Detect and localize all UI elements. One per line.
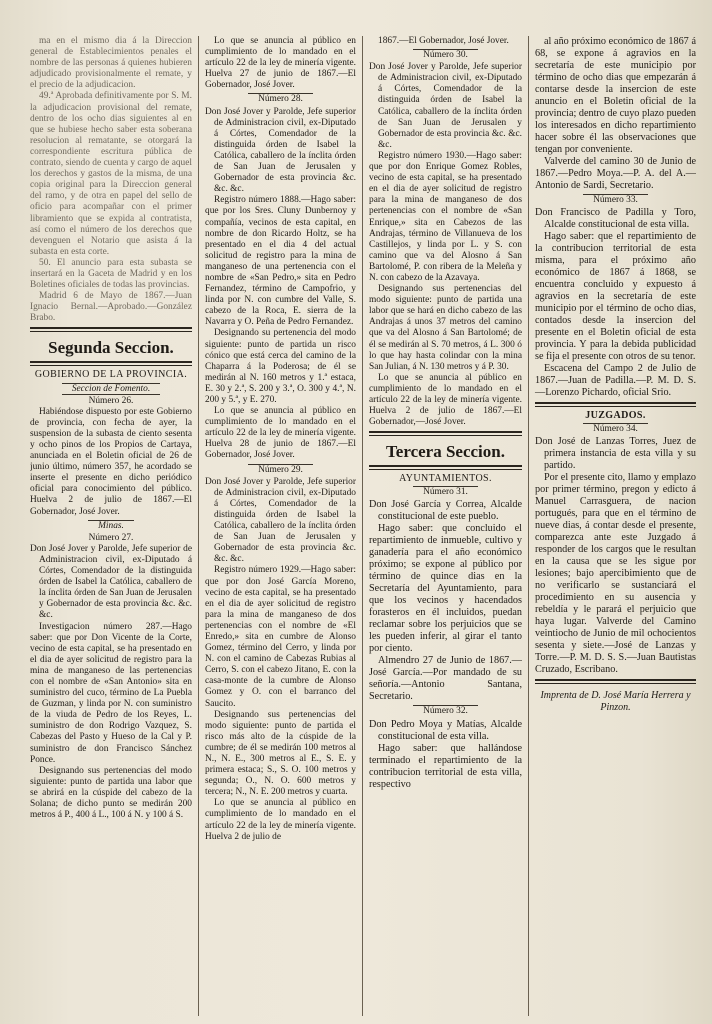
subsection-heading xyxy=(30,521,192,532)
notice-text: Lo que se anuncia al público en cumplimiento de lo mandado en el artículo 22 de la ley de minería vigente. Huelva 2 de julio de xyxy=(205,798,356,842)
ayuntamientos-heading: AYUNTAMIENTOS. xyxy=(399,473,492,485)
section-title: Segunda Seccion. xyxy=(48,338,174,358)
notice-text: Registro número 1929.—Hago saber: que por don José García Moreno, vecino de esta capital, se ha presentado en el dia de ayer solicitud de registro para la mina de manganeso de dos pertenencias con el nombre de «El Enredo,» sita en cumbre de Alonso Gomez, término del Cerro, y linda por N. con el camino de Cabezas Rubias al Cerro, S. con el cabezo Jitano, E. con la casa-monte de la cumbre de Alonso Gomez y O. con el barranco del Saucito. xyxy=(205,565,356,709)
notice-number: Número 27. xyxy=(88,532,134,543)
notice-text: Registro número 1888.—Hago saber: que por los Sres. Cluny Dunbernoy y compañía, vecinos de esta capital, en nombre de don Ricardo Holtz, se ha presentado en el dia 4 del actual solicitud de registro para la mina de manganeso de una pertenencia con el nombre de «San Pedro,» sita en Pedro Fernandez, término de Campofrio, y linda por N. con cumbre del Valle, S. cabezo de la Roca, E. sierra de la Navarra y O. Peña de Pedro Fernandez. xyxy=(205,195,356,328)
notice-text: 1867.—El Gobernador, José Jover. xyxy=(378,36,509,46)
text-block: 49.ª Aprobada definitivamente por S. M. la adjudicacion provisional del remate, dentro de los ocho dias siguientes al en que se hubiese hecho saber esta soberana resolucion al rematante, se otorgará la correspondiente escritura pública de contrato, siendo de cuenta y cargo de aquel los derechos y gastos de la misma, de una copia original para la Direccion general del ramo, y de otra en papel del sello de oficio para acompañar con el primer libramiento que se expida al contratista, así como el número de los derechos que devenguen el Notario que asista á la subasta en esta corte. xyxy=(30,91,192,257)
printer-imprint: Imprenta de D. José María Herrera y Pinzon. xyxy=(540,690,691,714)
num29: Número 29. xyxy=(248,464,313,475)
notice-text: Lo que se anuncia al público en cumplimiento de lo mandado en el artículo 22 de la ley de minería vigente. Huelva 2 de julio de 1867.—El Gobernador,—José Jover. xyxy=(369,372,522,428)
subsection-heading xyxy=(30,384,192,395)
section-divider xyxy=(369,465,522,470)
notice-number xyxy=(535,424,696,435)
notice-number xyxy=(369,50,522,61)
section-divider xyxy=(30,327,192,332)
column-4 xyxy=(528,36,696,1016)
notice-text: Hago saber: que el repartimiento de la contribucion territorial de esta misma, para el próximo año económico de 1867 á 1868, se encuentra concluido y expuesto á agravios en la secretaría de este municipio por el término de ocho dias, contados desde la insercion del presente en el Boletin oficial de esta provincia. Y para la debida publicidad se fija el presente con otros de su tenor. xyxy=(535,231,696,363)
column-2 xyxy=(198,36,362,1016)
notice-text: Registro número 1930.—Hago saber: que por don Enrique Gomez Robles, vecino de esta capital, se ha presentado en el dia de ayer solicitud de registro para la mina de manganeso de dos pertenencias con el nombre de «San Enrique,» sita en Cabezos de las Andrajas, término de Villanueva de los Castillejos, y linda por L. y S. con camino que va del Alosno á San Bartolomé, P. con ribera de la Meleña y N. con cabezo de la Azavaya. xyxy=(369,150,522,283)
column-3 xyxy=(362,36,528,1016)
notice-text: Por el presente cito, llamo y emplazo por primer término, pregon y edicto á Manuel Carrasguera, de nacion portugués, para que en el término de nueve dias, á contar desde el presente, comparezca ante este Juzgado á responder de los cargos que le resultan en la causa que se les sigue por lesiones; bajo apercibimiento que de no verificarlo se sustanciará el procedimiento en su ausencia y rebeldía y le parará el perjuicio que haya lugar. Valverde del Camino veintiocho de Junio de mil ochocientos sesenta y siete.—José de Lanzas y Torre.—P. M. D. S. S.—Juan Bautistas Cruzado, Escribano. xyxy=(535,472,696,676)
notice-text: Escacena del Campo 2 de Julio de 1867.—Juan de Padilla.—P. M. D. S.—Lorenzo Pichardo, oficial Srio. xyxy=(535,363,696,399)
notice-text: Designando su pertenencia del modo siguiente: punto de partida un risco cónico que está cerca del camino de la Chaparra á la Poderosa; de él se medirán al N. 160 metros y 1.ª estaca, E. 30 y 2.ª, S. 200 y 3.ª, O. 300 y 4.ª, N. 200 y 5.ª, y E. 270. xyxy=(205,328,356,405)
notice-text: Designando sus pertenencias del modo siguiente: punto de partida una labor que se abrirá en la cúspide del cabezo de la Solana; de dicho punto se medirán 200 metros á P., 400 á L., 100 á N. y 100 á S. xyxy=(30,765,192,821)
notice-text: Habiéndose dispuesto por este Gobierno de provincia, con fecha de ayer, la suspension de la subasta de ciento sesenta y ocho pinos de los Propios de Cartaya, anunciada en el Boletin oficial de 26 de junio último, número 357, he acordado se inserte el presente en dicho periódico oficial para conocimiento del público. Huelva 2 de julio de 1867.—El Gobernador, José Jover. xyxy=(30,406,192,517)
notice-header: Don José Jover y Parolde, Jefe superior de Administracion civil, ex-Diputado á Córtes, Comendador de la distinguida órden de Isabel la Católica, caballero de la ínclita órden de San Juan de Jerusalen y Gobernador de esta provincia &c. &c. &c. xyxy=(205,476,356,565)
columns xyxy=(30,36,696,1016)
section-title: Tercera Seccion. xyxy=(386,442,505,462)
column-1 xyxy=(30,36,198,1016)
notice-number xyxy=(205,465,356,476)
notice-text: Hago saber: que concluido el repartimiento de inmueble, cultivo y ganadería para el año económico próximo; se expone al público por término de quince dias en la Secretaría del Ayuntamiento, para que los vecinos y hacendados forasteros en él incluidos, puedan reclamar sobre los perjuicios que se les pueden inferir, al girar el tanto por ciento. xyxy=(369,523,522,655)
num30: Número 30. xyxy=(413,49,478,60)
notice-text: Hago saber: que hallándose terminado el repartimiento de la contribucion territorial de esta villa, respectivo xyxy=(369,742,522,790)
notice-header: Don José Jover y Parolde, Jefe superior de Administracion civil, ex-Diputado á Córtes, Comendador de la distinguida órden de Isabel la Católica, caballero de la ínclita órden de San Juan de Jerusalen y Gobernador de esta provincia &c. &c. &c. xyxy=(205,106,356,195)
notice-header: Don Pedro Moya y Matías, Alcalde constitucional de esta villa. xyxy=(369,718,522,742)
num33: Número 33. xyxy=(583,194,648,205)
notice-number: Número 26. xyxy=(88,395,134,406)
notice-number xyxy=(369,706,522,717)
num34: Número 34. xyxy=(583,423,648,434)
num28: Número 28. xyxy=(248,93,313,104)
section-divider xyxy=(369,431,522,436)
gov-heading: GOBIERNO DE LA PROVINCIA. xyxy=(34,369,188,381)
notice-number xyxy=(369,487,522,498)
notice-text: al año próximo económico de 1867 á 68, se expone á agravios en la secretaría de este municipio por término de ocho dias que empezarán á contarse desde la insercion de este anuncio en el Boletin oficial de la provincia; dentro de cuyo plazo pueden los interesados en dicho repartimiento hacer sobre él las observaciones que tengan por conveniente. xyxy=(535,36,696,155)
num32: Número 32. xyxy=(413,705,478,716)
notice-header: Don José Jover y Parolde, Jefe superior de Administracion civil, ex-Diputado á Córtes, Comendador de la distinguida órden de Isabel la Católica, caballero de la ínclita órden de San Juan de Jerusalen y Gobernador de esta provincia &c. &c. &c. xyxy=(30,543,192,621)
notice-text: Designando sus pertenencias del modo siguiente: punto de partida el risco más alto de la cúspide de la cumbre; de él se medirán 100 metros al N., N. E., 300 metros al E., S. E. y primera estaca; S., S. O. 100 metros y segunda; O., N. O. 600 metros y tercera; N., N. E. 200 metros y cuarta. xyxy=(205,709,356,798)
notice-text: Valverde del camino 30 de Junio de 1867.—Pedro Moya.—P. A. del A.—Antonio de Sardi, Secretario. xyxy=(535,156,696,191)
notice-number xyxy=(205,94,356,105)
minas-heading: Minas. xyxy=(88,520,134,531)
notice-header: Don José de Lanzas Torres, Juez de primera instancia de esta villa y su partido. xyxy=(535,436,696,472)
text-block: 50. El anuncio para esta subasta se insertará en la Gaceta de Madrid y en los Boletines oficiales de todas las provincias. xyxy=(30,257,192,291)
notice-text: Investigacion número 287.—Hago saber: que por Don Vicente de la Corte, vecino de esta capital, se ha presentado en el dia de ayer solicitud de registro para la mina de manganeso de las pertenencias con el nombre de «San Antonio» sita en suministro del cuco, término de La Puebla de Guzman, y linda por N. con suministro de la viuda de Pedro de los Reyes, L. suministro de don Rodrigo Vazquez, S. Cabezas del Pasto y Hueso de la Cal y P. suministro de don Francisco Sánchez Ponce. xyxy=(30,621,192,765)
notice-header: Don José García y Correa, Alcalde constitucional de este pueblo. xyxy=(369,499,522,523)
text-block: Madrid 6 de Mayo de 1867.—Juan Ignacio Bernal.—Aprobado.—González Brabo. xyxy=(30,291,192,324)
section-divider xyxy=(535,679,696,684)
notice-text: Lo que se anuncia al público en cumplimiento de lo mandado en el artículo 22 de la ley de minería vigente. Huelva 27 de junio de 1867.—El Gobernador, José Jover. xyxy=(205,36,356,91)
fomento-heading: Seccion de Fomento. xyxy=(62,383,160,395)
notice-number xyxy=(535,195,696,206)
section-divider xyxy=(30,361,192,366)
notice-header: Don José Jover y Parolde, Jefe superior de Administracion civil, ex-Diputado á Córtes, Comendador de la distinguida órden de Isabel la Católica, caballero de la ínclita órden de San Juan de Jerusalen y Gobernador de esta provincia &c. &c. &c. xyxy=(369,62,522,150)
notice-text: Lo que se anuncia al público en cumplimiento de lo mandado en el artículo 22 de la ley de minería vigente. Huelva 28 de junio de 1867.—El Gobernador, José Jover. xyxy=(205,406,356,461)
notice-text: Almendro 27 de Junio de 1867.—José García.—Por mandado de su señoría.—Antonio Santana, Secretario. xyxy=(369,655,522,703)
num31: Número 31. xyxy=(413,486,478,497)
text-block: ma en el mismo dia á la Direccion general de Establecimientos penales el nombre de las personas á quienes hubieren adjudicado provisionalmente el remate, y el precio de la adjudicacion. xyxy=(30,36,192,91)
notice-header: Don Francisco de Padilla y Toro, Alcalde constitucional de esta villa. xyxy=(535,207,696,231)
notice-text: Designando sus pertenencias del modo siguiente: punto de partida una labor que se hará en dicho cabezo de las Andrajas á unos 37 metros del camino que va del Alosno á San Bartolomé; de él se medirán al S. 70 metros, á L. 300 ó lo que hay hasta colindar con la mina San Julian, á N. 130 metros y á P. 30. xyxy=(369,284,522,372)
section-divider xyxy=(535,402,696,407)
juzgados-heading: JUZGADOS. xyxy=(585,410,646,422)
